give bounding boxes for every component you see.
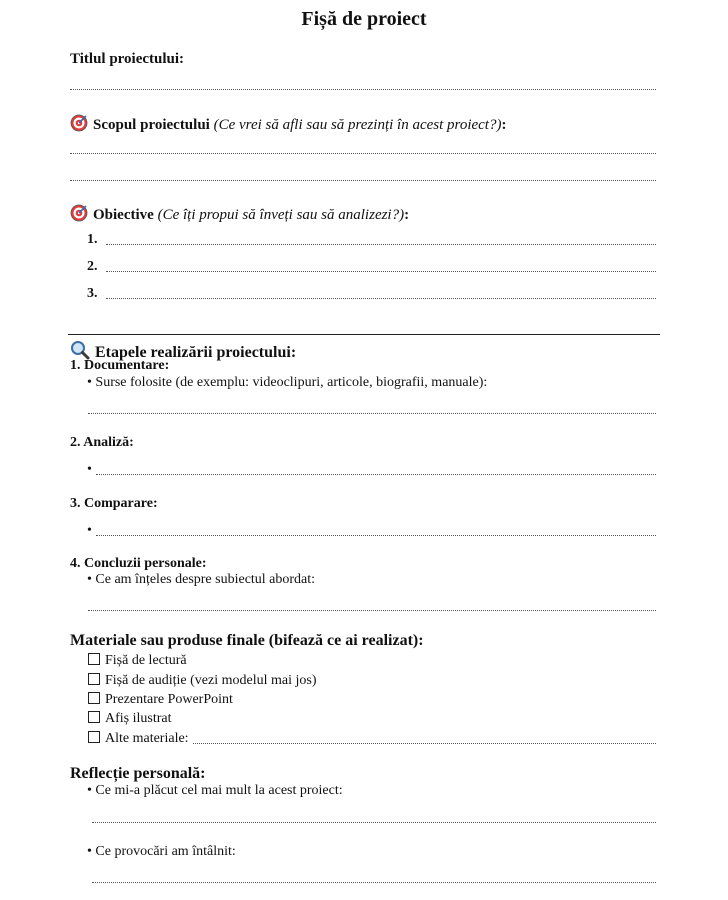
material-item[interactable] bbox=[88, 673, 317, 689]
material-item[interactable] bbox=[88, 711, 172, 727]
material-item-label: Afiș ilustrat bbox=[105, 711, 172, 726]
stage-concluzii-line[interactable] bbox=[88, 610, 656, 611]
material-item[interactable] bbox=[88, 692, 233, 708]
scope-text: Scopul proiectului bbox=[93, 117, 210, 133]
material-item-label: Fișă de audiție (vezi modelul mai jos) bbox=[105, 673, 317, 688]
objectives-text: Obiective bbox=[93, 207, 154, 223]
objective-line-3[interactable] bbox=[106, 298, 656, 299]
scope-hint: (Ce vrei să afli sau să prezinți în acest proiect?) bbox=[213, 117, 502, 133]
project-title-line[interactable] bbox=[70, 89, 656, 90]
scope-line-2[interactable] bbox=[70, 180, 656, 181]
stage-concluzii-bullet: • Ce am înțeles despre subiectul abordat: bbox=[87, 572, 316, 587]
scope-colon: : bbox=[501, 117, 507, 133]
checkbox[interactable] bbox=[88, 731, 100, 743]
section-divider bbox=[68, 334, 660, 335]
stage-analiza-label: 2. Analiză: bbox=[70, 435, 134, 450]
reflection-line-1[interactable] bbox=[92, 822, 656, 823]
reflection-question-1: • Ce mi-a plăcut cel mai mult la acest proiect: bbox=[87, 783, 343, 798]
target-icon bbox=[70, 204, 88, 227]
objective-number-3: 3. bbox=[87, 286, 98, 301]
material-item-label: Prezentare PowerPoint bbox=[105, 692, 233, 707]
stage-documentare-line[interactable] bbox=[88, 413, 656, 414]
checkbox[interactable] bbox=[88, 653, 100, 665]
checkbox[interactable] bbox=[88, 711, 100, 723]
reflection-line-2[interactable] bbox=[92, 882, 656, 883]
stage-analiza-line[interactable] bbox=[96, 474, 656, 475]
page-title: Fișă de proiect bbox=[301, 8, 427, 30]
reflection-heading: Reflecție personală: bbox=[70, 765, 206, 782]
project-title-label: Titlul proiectului: bbox=[70, 51, 185, 67]
objective-number-2: 2. bbox=[87, 259, 98, 274]
stage-comparare-label: 3. Comparare: bbox=[70, 496, 158, 511]
stage-comparare-bullet: • bbox=[87, 523, 92, 538]
material-item[interactable] bbox=[88, 731, 189, 747]
objectives-hint: (Ce îți propui să înveți sau să analizezi?) bbox=[157, 207, 405, 223]
material-item-label: Alte materiale: bbox=[105, 731, 189, 746]
material-item[interactable] bbox=[88, 653, 187, 669]
stages-heading-text: Etapele realizării proiectului: bbox=[95, 344, 297, 361]
scope-line-1[interactable] bbox=[70, 153, 656, 154]
reflection-question-2: • Ce provocări am întâlnit: bbox=[87, 844, 236, 859]
other-materials-line[interactable] bbox=[193, 743, 656, 744]
materials-heading: Materiale sau produse finale (bifează ce ai realizat): bbox=[70, 632, 424, 649]
objective-line-2[interactable] bbox=[106, 271, 656, 272]
objective-number-1: 1. bbox=[87, 232, 98, 247]
objectives-label bbox=[70, 204, 409, 227]
checkbox[interactable] bbox=[88, 673, 100, 685]
stage-documentare-bullet: • Surse folosite (de exemplu: videoclipuri, articole, biografii, manuale): bbox=[87, 375, 488, 390]
stage-concluzii-label: 4. Concluzii personale: bbox=[70, 556, 207, 571]
scope-label bbox=[70, 114, 506, 137]
objectives-colon: : bbox=[404, 207, 410, 223]
material-item-label: Fișă de lectură bbox=[105, 653, 187, 668]
target-icon bbox=[70, 114, 88, 137]
stage-documentare-label: 1. Documentare: bbox=[70, 358, 170, 373]
objective-line-1[interactable] bbox=[106, 244, 656, 245]
stage-comparare-line[interactable] bbox=[96, 535, 656, 536]
checkbox[interactable] bbox=[88, 692, 100, 704]
stage-analiza-bullet: • bbox=[87, 462, 92, 477]
